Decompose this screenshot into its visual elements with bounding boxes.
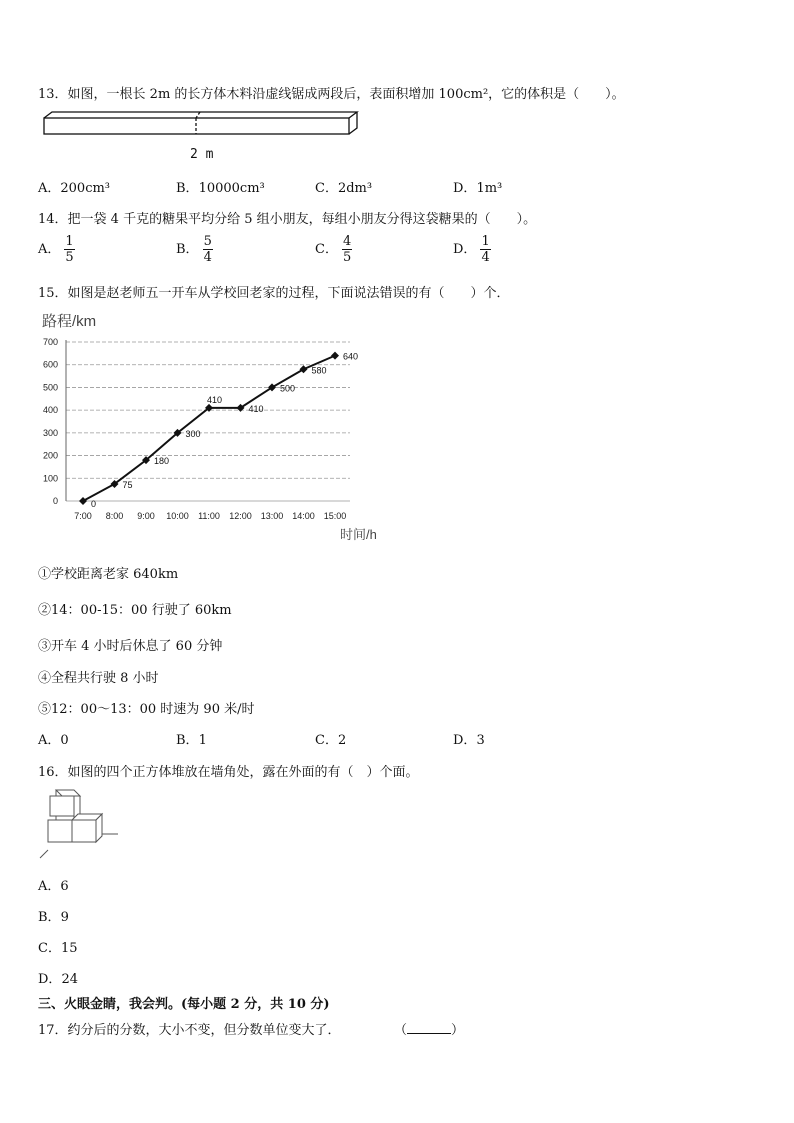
q15-option-c[interactable]: C．2 <box>315 733 347 748</box>
q16-text: 16．如图的四个正方体堆放在墙角处，露在外面的有（ ）个面。 <box>38 765 419 780</box>
y-tick-label: 0 <box>52 496 58 506</box>
q13-option-c[interactable]: C．2dm³ <box>315 181 373 196</box>
x-tick-label: 7:00 <box>74 511 92 521</box>
q16-cubes-figure <box>36 786 126 864</box>
data-label: 580 <box>311 365 327 376</box>
fraction: $\frac{5}{4}$ <box>203 234 212 265</box>
statement-4: ④全程共行驶 8 小时 <box>38 671 159 686</box>
q17-answer-bracket[interactable]: （ ） <box>394 1023 465 1038</box>
y-tick-label: 500 <box>42 382 58 393</box>
q16-option-c[interactable]: C．15 <box>38 941 78 956</box>
data-label: 300 <box>185 428 201 439</box>
section3-title: 三、火眼金睛，我会判。(每小题 2 分，共 10 分) <box>38 997 330 1012</box>
data-label: 75 <box>122 479 133 490</box>
cube-top-front <box>50 796 74 816</box>
x-tick-label: 13:00 <box>260 511 284 521</box>
answer-blank <box>407 1021 451 1034</box>
data-point-marker <box>300 365 308 373</box>
data-point-marker <box>79 497 87 505</box>
cut-dashed-top <box>196 112 200 118</box>
data-label: 410 <box>207 394 223 405</box>
beam-top-face <box>44 112 357 118</box>
q14-option-c[interactable]: C． $\frac{4}{5}$ <box>315 234 352 265</box>
q15-option-a[interactable]: A．0 <box>38 733 69 748</box>
floor-diagonal <box>40 850 48 858</box>
y-tick-label: 300 <box>42 427 58 438</box>
q16-option-d[interactable]: D．24 <box>38 972 78 987</box>
q15-option-b[interactable]: B．1 <box>176 733 207 748</box>
cube-bottom-mid-front <box>72 820 96 842</box>
data-label: 180 <box>154 456 170 467</box>
x-tick-label: 8:00 <box>105 511 124 521</box>
q15-option-d[interactable]: D．3 <box>453 733 485 748</box>
x-tick-label: 14:00 <box>292 511 315 521</box>
q13-length-label: 2 m <box>190 147 214 162</box>
y-tick-label: 600 <box>42 359 58 370</box>
q13-option-a[interactable]: A．200cm³ <box>38 181 111 196</box>
cube-top-top <box>56 790 80 796</box>
q13-option-d[interactable]: D．1m³ <box>453 181 503 196</box>
x-tick-label: 9:00 <box>137 511 155 521</box>
q16-option-a[interactable]: A．6 <box>38 879 69 894</box>
q14-option-b[interactable]: B． $\frac{5}{4}$ <box>176 234 212 265</box>
q16-option-b[interactable]: B．9 <box>38 910 69 925</box>
statement-1: ①学校距离老家 640km <box>38 567 179 582</box>
fraction: $\frac{1}{5}$ <box>65 234 74 265</box>
data-label: 0 <box>91 499 97 509</box>
statement-3: ③开车 4 小时后休息了 60 分钟 <box>38 639 223 654</box>
x-tick-label: 11:00 <box>198 511 220 521</box>
fraction: $\frac{1}{4}$ <box>481 234 490 265</box>
q13-text: 13．如图，一根长 2m 的长方体木料沿虚线锯成两段后，表面积增加 100cm²，它的体积是（ ）。 <box>38 87 625 102</box>
q17-text: 17．约分后的分数，大小不变，但分数单位变大了． <box>38 1023 341 1038</box>
y-tick-label: 400 <box>42 405 58 416</box>
x-tick-label: 10:00 <box>166 511 189 521</box>
statement-2: ②14：00-15：00 行驶了 60km <box>38 603 232 618</box>
x-tick-label: 12:00 <box>229 511 252 521</box>
statement-5: ⑤12：00～13：00 时速为 90 米/时 <box>38 702 255 717</box>
x-axis-label: 时间/h <box>340 527 377 542</box>
series-line <box>83 356 335 501</box>
data-point-marker <box>331 352 339 360</box>
q14-option-a[interactable]: A． $\frac{1}{5}$ <box>38 234 74 265</box>
y-tick-label: 700 <box>42 337 58 347</box>
distance-time-chart <box>30 306 400 546</box>
q15-text: 15．如图是赵老师五一开车从学校回老家的过程，下面说法错误的有（ ）个． <box>38 286 510 301</box>
y-axis-label: 路程/km <box>42 313 97 330</box>
y-tick-label: 100 <box>42 473 58 484</box>
q13-option-b[interactable]: B．10000cm³ <box>176 181 265 196</box>
q14-text: 14．把一袋 4 千克的糖果平均分给 5 组小朋友，每组小朋友分得这袋糖果的（ ）。 <box>38 212 537 227</box>
q14-option-d[interactable]: D． $\frac{1}{4}$ <box>453 234 490 265</box>
y-tick-label: 200 <box>42 450 58 461</box>
x-tick-label: 15:00 <box>323 511 347 521</box>
data-label: 500 <box>280 383 296 394</box>
fraction: $\frac{4}{5}$ <box>342 234 352 265</box>
data-label: 640 <box>343 351 359 362</box>
data-label: 410 <box>248 403 264 414</box>
cube-bottom-left-front <box>48 820 72 842</box>
